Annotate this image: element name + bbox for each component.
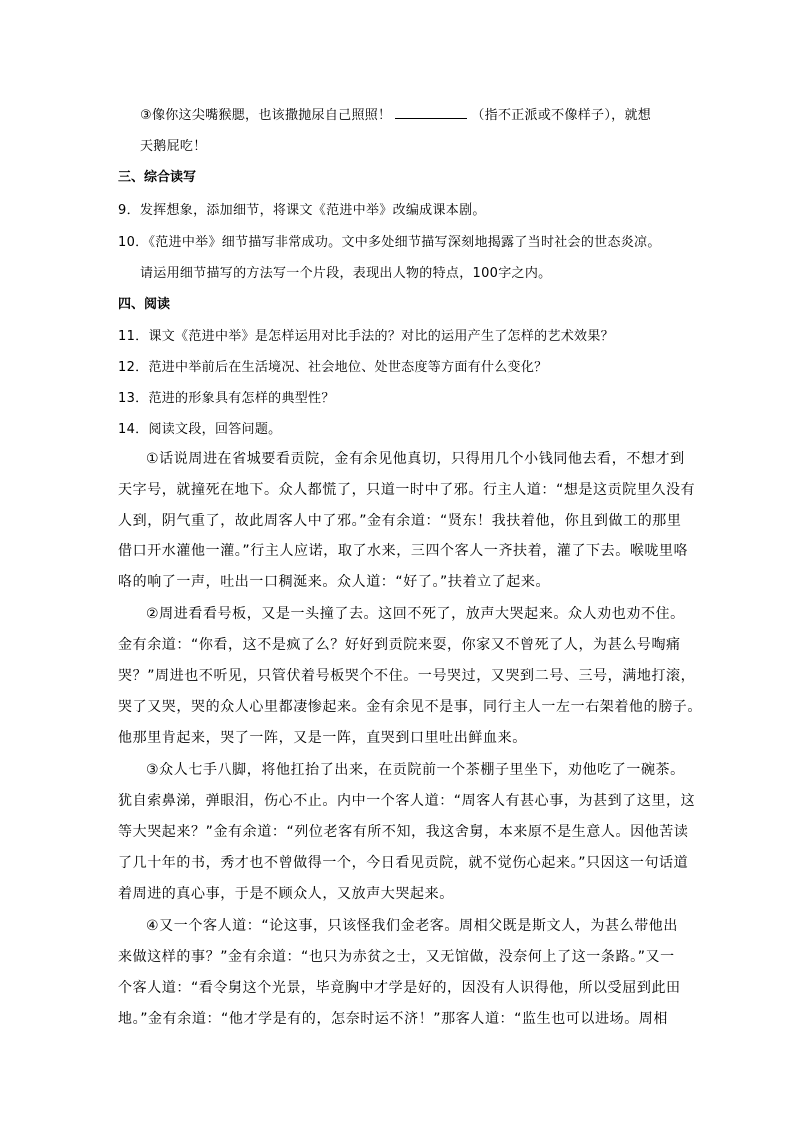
passage-p1-line: ①话说周进在省城要看贡院，金有余见他真切，只得用几个小钱同他去看，不想才到 <box>146 451 685 467</box>
passage-p2-line: ②周进看看号板，又是一头撞了去。这回不死了，放声大哭起来。众人劝也劝不住。 <box>146 606 685 622</box>
q8-item3-text-before: ③像你这尖嘴猴腮，也该撒抛尿自己照照！ <box>140 108 392 123</box>
q8-item3-text-after: （指不正派或不像样子），就想 <box>471 108 652 123</box>
question-14: 14．阅读文段，回答问题。 <box>118 422 282 437</box>
passage-p1-line: 借口开水灌他一灌。”行主人应诺，取了水来，三四个客人一齐扶着，灌了下去。喉咙里咯 <box>118 543 689 559</box>
passage-p2-line: 哭？”周进也不听见，只管伏着号板哭个不住。一号哭过，又哭到二号、三号，满地打滚， <box>118 668 696 684</box>
passage-p2-line: 金有余道：“你看，这不是疯了么？好好到贡院来耍，你家又不曾死了人，为甚么号啕痛 <box>118 637 681 653</box>
question-12: 12．范进中举前后在生活境况、社会地位、处世态度等方面有什么变化？ <box>118 360 548 375</box>
passage-p1-line: 天字号，就撞死在地下。众人都慌了，只道一时中了邪。行主人道：“想是这贡院里久没有 <box>118 482 696 498</box>
fill-in-blank[interactable] <box>395 106 467 119</box>
passage-p4-line: 地。”金有余道：“他才学是有的，怎奈时运不济！”那客人道：“监生也可以进场。周相 <box>118 1011 669 1027</box>
passage-p1-line: 咯的响了一声，吐出一口稠涎来。众人道：“好了。”扶着立了起来。 <box>118 574 551 590</box>
section3-heading: 三、综合读写 <box>118 170 197 185</box>
section4-heading: 四、阅读 <box>118 297 171 312</box>
q8-item3-line2: 天鹅屁吃！ <box>140 139 207 154</box>
question-9: 9．发挥想象，添加细节，将课文《范进中举》改编成课本剧。 <box>118 203 486 218</box>
passage-p3-line: 犹自索鼻涕，弹眼泪，伤心不止。内中一个客人道：“周客人有甚心事，为甚到了这里，这 <box>118 793 696 809</box>
passage-p4-line: 来做这样的事？”金有余道：“也只为赤贫之士，又无馆做，没奈何上了这一条路。”又一 <box>118 949 675 965</box>
passage-p3-line: 等大哭起来？”金有余道：“列位老客有所不知，我这舍舅，本来原不是生意人。因他苦读 <box>118 824 689 840</box>
question-10-line2: 请运用细节描写的方法写一个片段，表现出人物的特点，100字之内。 <box>140 266 552 281</box>
passage-p4-line: ④又一个客人道：“论这事，只该怪我们金老客。周相父既是斯文人，为甚么带他出 <box>146 918 679 934</box>
passage-p3-line: 了几十年的书，秀才也不曾做得一个，今日看见贡院，就不觉伤心起来。”只因这一句话道 <box>118 855 689 871</box>
question-13: 13．范进的形象具有怎样的典型性？ <box>118 391 335 406</box>
question-10-line1: 10．《范进中举》细节描写非常成功。文中多处细节描写深刻地揭露了当时社会的世态炎凉。 <box>118 235 661 250</box>
passage-p2-line: 哭了又哭，哭的众人心里都凄惨起来。金有余见不是事，同行主人一左一右架着他的膀子。 <box>118 699 702 715</box>
passage-p3-line: ③众人七手八脚，将他扛抬了出来，在贡院前一个茶棚子里坐下，劝他吃了一碗茶。 <box>146 762 685 778</box>
passage-p2-line: 他那里肯起来，哭了一阵，又是一阵，直哭到口里吐出鲜血来。 <box>118 730 527 746</box>
passage-p3-line: 着周进的真心事，于是不顾众人，又放声大哭起来。 <box>118 886 454 902</box>
q8-item3-line1 <box>140 104 651 123</box>
passage-p4-line: 个客人道：“看令舅这个光景，毕竟胸中才学是好的，因没有人识得他，所以受屈到此田 <box>118 980 681 996</box>
question-11: 11．课文《范进中举》是怎样运用对比手法的？对比的运用产生了怎样的艺术效果？ <box>118 329 614 344</box>
passage-p1-line: 人到，阴气重了，故此周客人中了邪。”金有余道：“贤东！我扶着他，你且到做工的那里 <box>118 513 682 529</box>
